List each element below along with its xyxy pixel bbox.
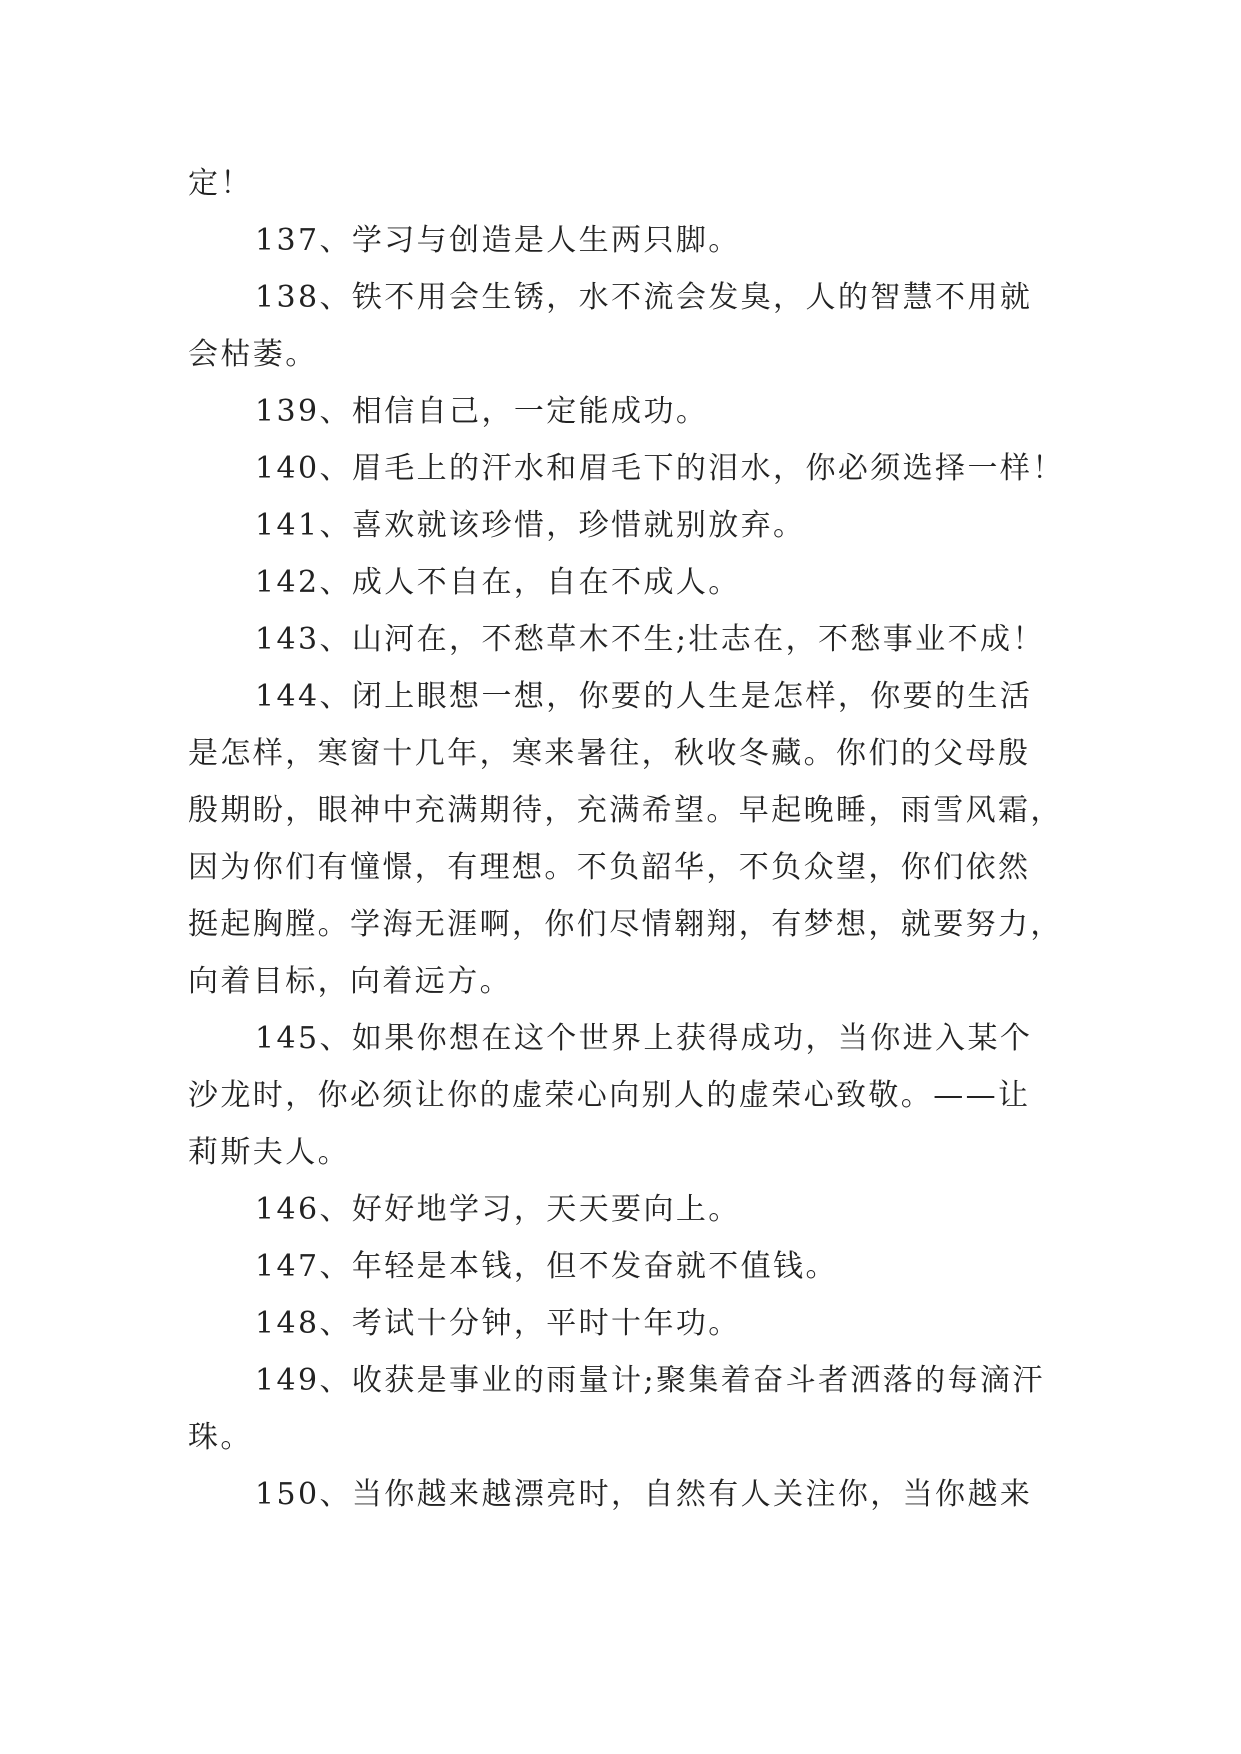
text-line: 139、相信自己，一定能成功。 [255,394,709,429]
text-line: 因为你们有憧憬，有理想。不负韶华，不负众望，你们依然 [188,850,1031,885]
text-line: 148、考试十分钟，平时十年功。 [255,1306,741,1341]
text-line: 珠。 [188,1420,253,1455]
text-line: 殷期盼，眼神中充满期待，充满希望。早起晚睡，雨雪风霜， [188,793,1063,828]
paragraph [188,269,1058,383]
paragraph [188,1295,1058,1352]
text-line: 140、眉毛上的汗水和眉毛下的泪水，你必须选择一样！ [255,451,1065,486]
paragraph [188,1181,1058,1238]
paragraph [188,383,1058,440]
document-body [188,155,1065,1523]
paragraph [188,1238,1058,1295]
text-line: 向着目标，向着远方。 [188,964,512,999]
text-line: 挺起胸膛。学海无涯啊，你们尽情翱翔，有梦想，就要努力， [188,907,1063,942]
paragraph [188,212,1058,269]
paragraph [188,1466,1058,1523]
text-line: 150、当你越来越漂亮时，自然有人关注你，当你越来 [255,1477,1033,1512]
paragraph [188,611,1058,668]
text-line: 定！ [188,166,253,201]
text-line: 143、山河在，不愁草木不生;壮志在，不愁事业不成！ [255,622,1045,657]
paragraph [188,155,1058,212]
text-line: 147、年轻是本钱，但不发奋就不值钱。 [255,1249,838,1284]
text-line: 142、成人不自在，自在不成人。 [255,565,741,600]
text-line: 141、喜欢就该珍惜，珍惜就别放弃。 [255,508,806,543]
text-line: 146、好好地学习，天天要向上。 [255,1192,741,1227]
text-line: 144、闭上眼想一想，你要的人生是怎样，你要的生活 [255,679,1033,714]
text-line: 137、学习与创造是人生两只脚。 [255,223,741,258]
text-line: 138、铁不用会生锈，水不流会发臭，人的智慧不用就 [255,280,1033,315]
paragraph [188,497,1058,554]
text-line: 是怎样，寒窗十几年，寒来暑往，秋收冬藏。你们的父母殷 [188,736,1031,771]
text-line: 莉斯夫人。 [188,1135,350,1170]
paragraph [188,554,1058,611]
paragraph [188,440,1065,497]
text-line: 149、收获是事业的雨量计;聚集着奋斗者洒落的每滴汗 [255,1363,1045,1398]
text-line: 145、如果你想在这个世界上获得成功，当你进入某个 [255,1021,1033,1056]
paragraph [188,1010,1058,1181]
text-line: 会枯萎。 [188,337,318,372]
paragraph [188,668,1063,1010]
paragraph [188,1352,1058,1466]
text-line: 沙龙时，你必须让你的虚荣心向别人的虚荣心致敬。——让 [188,1078,1031,1113]
